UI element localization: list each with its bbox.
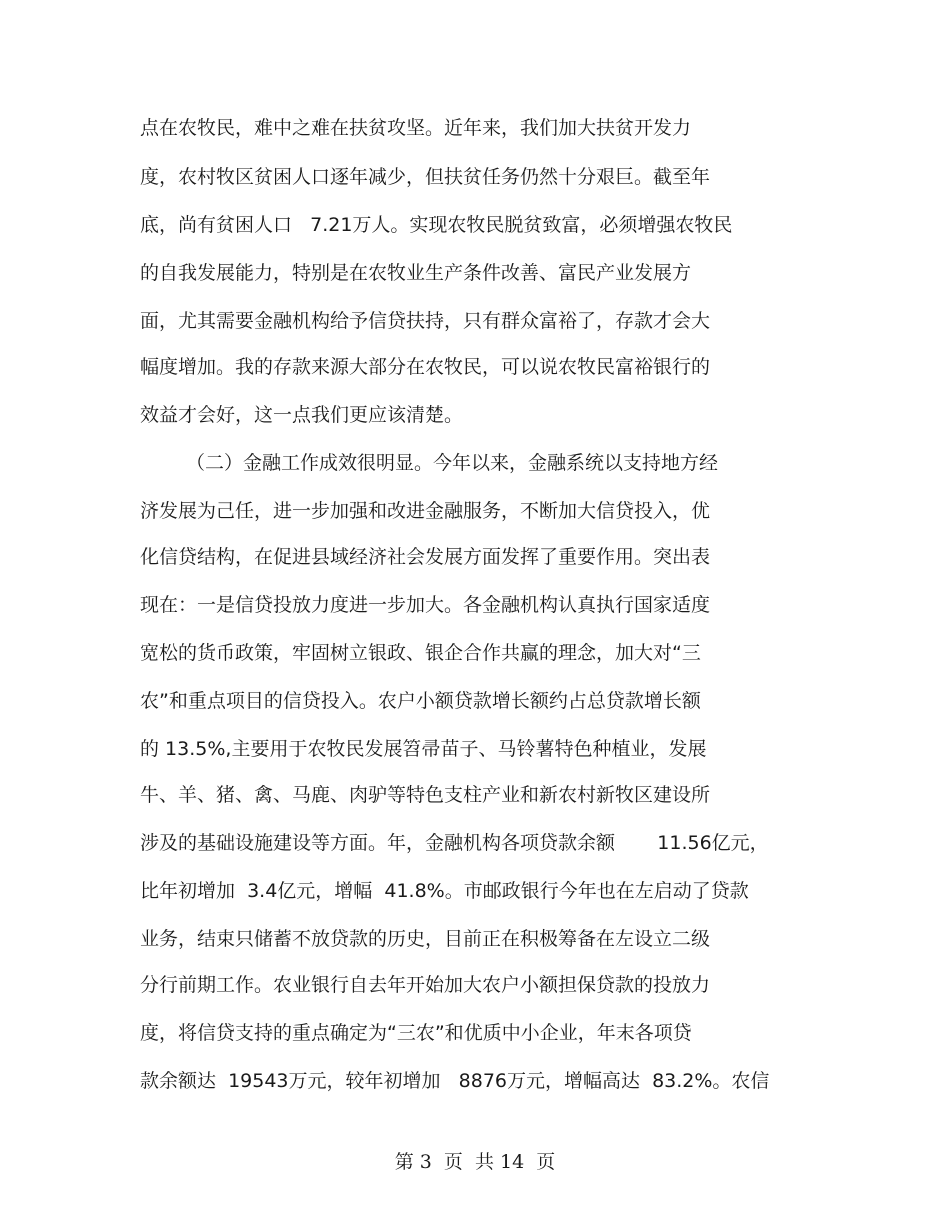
text-line: 涉及的基础设施建设等方面。年，金融机构各项贷款余额 11.56亿元， [140,832,769,854]
text-line: 效益才会好，这一点我们更应该清楚。 [140,404,464,426]
text-line: 业务，结束只储蓄不放贷款的历史，目前正在积极筹备在左设立二级 [140,928,711,950]
text-line: 度，将信贷支持的重点确定为“三农”和优质中小企业，年末各项贷 [140,1022,692,1044]
text-line: 济发展为己任，进一步加强和改进金融服务，不断加大信贷投入，优 [140,500,711,522]
text-line: 宽松的货币政策，牢固树立银政、银企合作共赢的理念，加大对“三 [140,642,701,664]
text-line: 比年初增加 3.4亿元，增幅 41.8%。市邮政银行今年也在左启动了贷款 [140,880,749,902]
text-line: 分行前期工作。农业银行自去年开始加大农户小额担保贷款的投放力 [140,974,711,996]
text-line: 化信贷结构，在促进县域经济社会发展方面发挥了重要作用。突出表 [140,546,711,568]
text-line: 幅度增加。我的存款来源大部分在农牧民，可以说农牧民富裕银行的 [140,356,711,378]
text-line: 牛、羊、猪、禽、马鹿、肉驴等特色支柱产业和新农村新牧区建设所 [140,784,711,806]
text-line: 现在：一是信贷投放力度进一步加大。各金融机构认真执行国家适度 [140,594,711,616]
text-line: 的 13.5%,主要用于农牧民发展笤帚苗子、马铃薯特色种植业，发展 [140,738,707,760]
text-line: 点在农牧民，难中之难在扶贫攻坚。近年来，我们加大扶贫开发力 [140,117,692,139]
text-line: 的自我发展能力，特别是在农牧业生产条件改善、富民产业发展方 [140,262,692,284]
text-line: 款余额达 19543万元，较年初增加 8876万元，增幅高达 83.2%。农信 [140,1070,770,1092]
text-line: 农”和重点项目的信贷投入。农户小额贷款增长额约占总贷款增长额 [140,690,701,712]
text-line: 度，农村牧区贫困人口逐年减少，但扶贫任务仍然十分艰巨。截至年 [140,166,711,188]
paragraph-start-line: （二）金融工作成效很明显。今年以来，金融系统以支持地方经 [186,452,719,474]
text-line: 底，尚有贫困人口 7.21万人。实现农牧民脱贫致富，必须增强农牧民 [140,214,733,236]
text-line: 面，尤其需要金融机构给予信贷扶持，只有群众富裕了，存款才会大 [140,310,711,332]
page-number-footer: 第 3 页 共 14 页 [394,1151,556,1173]
